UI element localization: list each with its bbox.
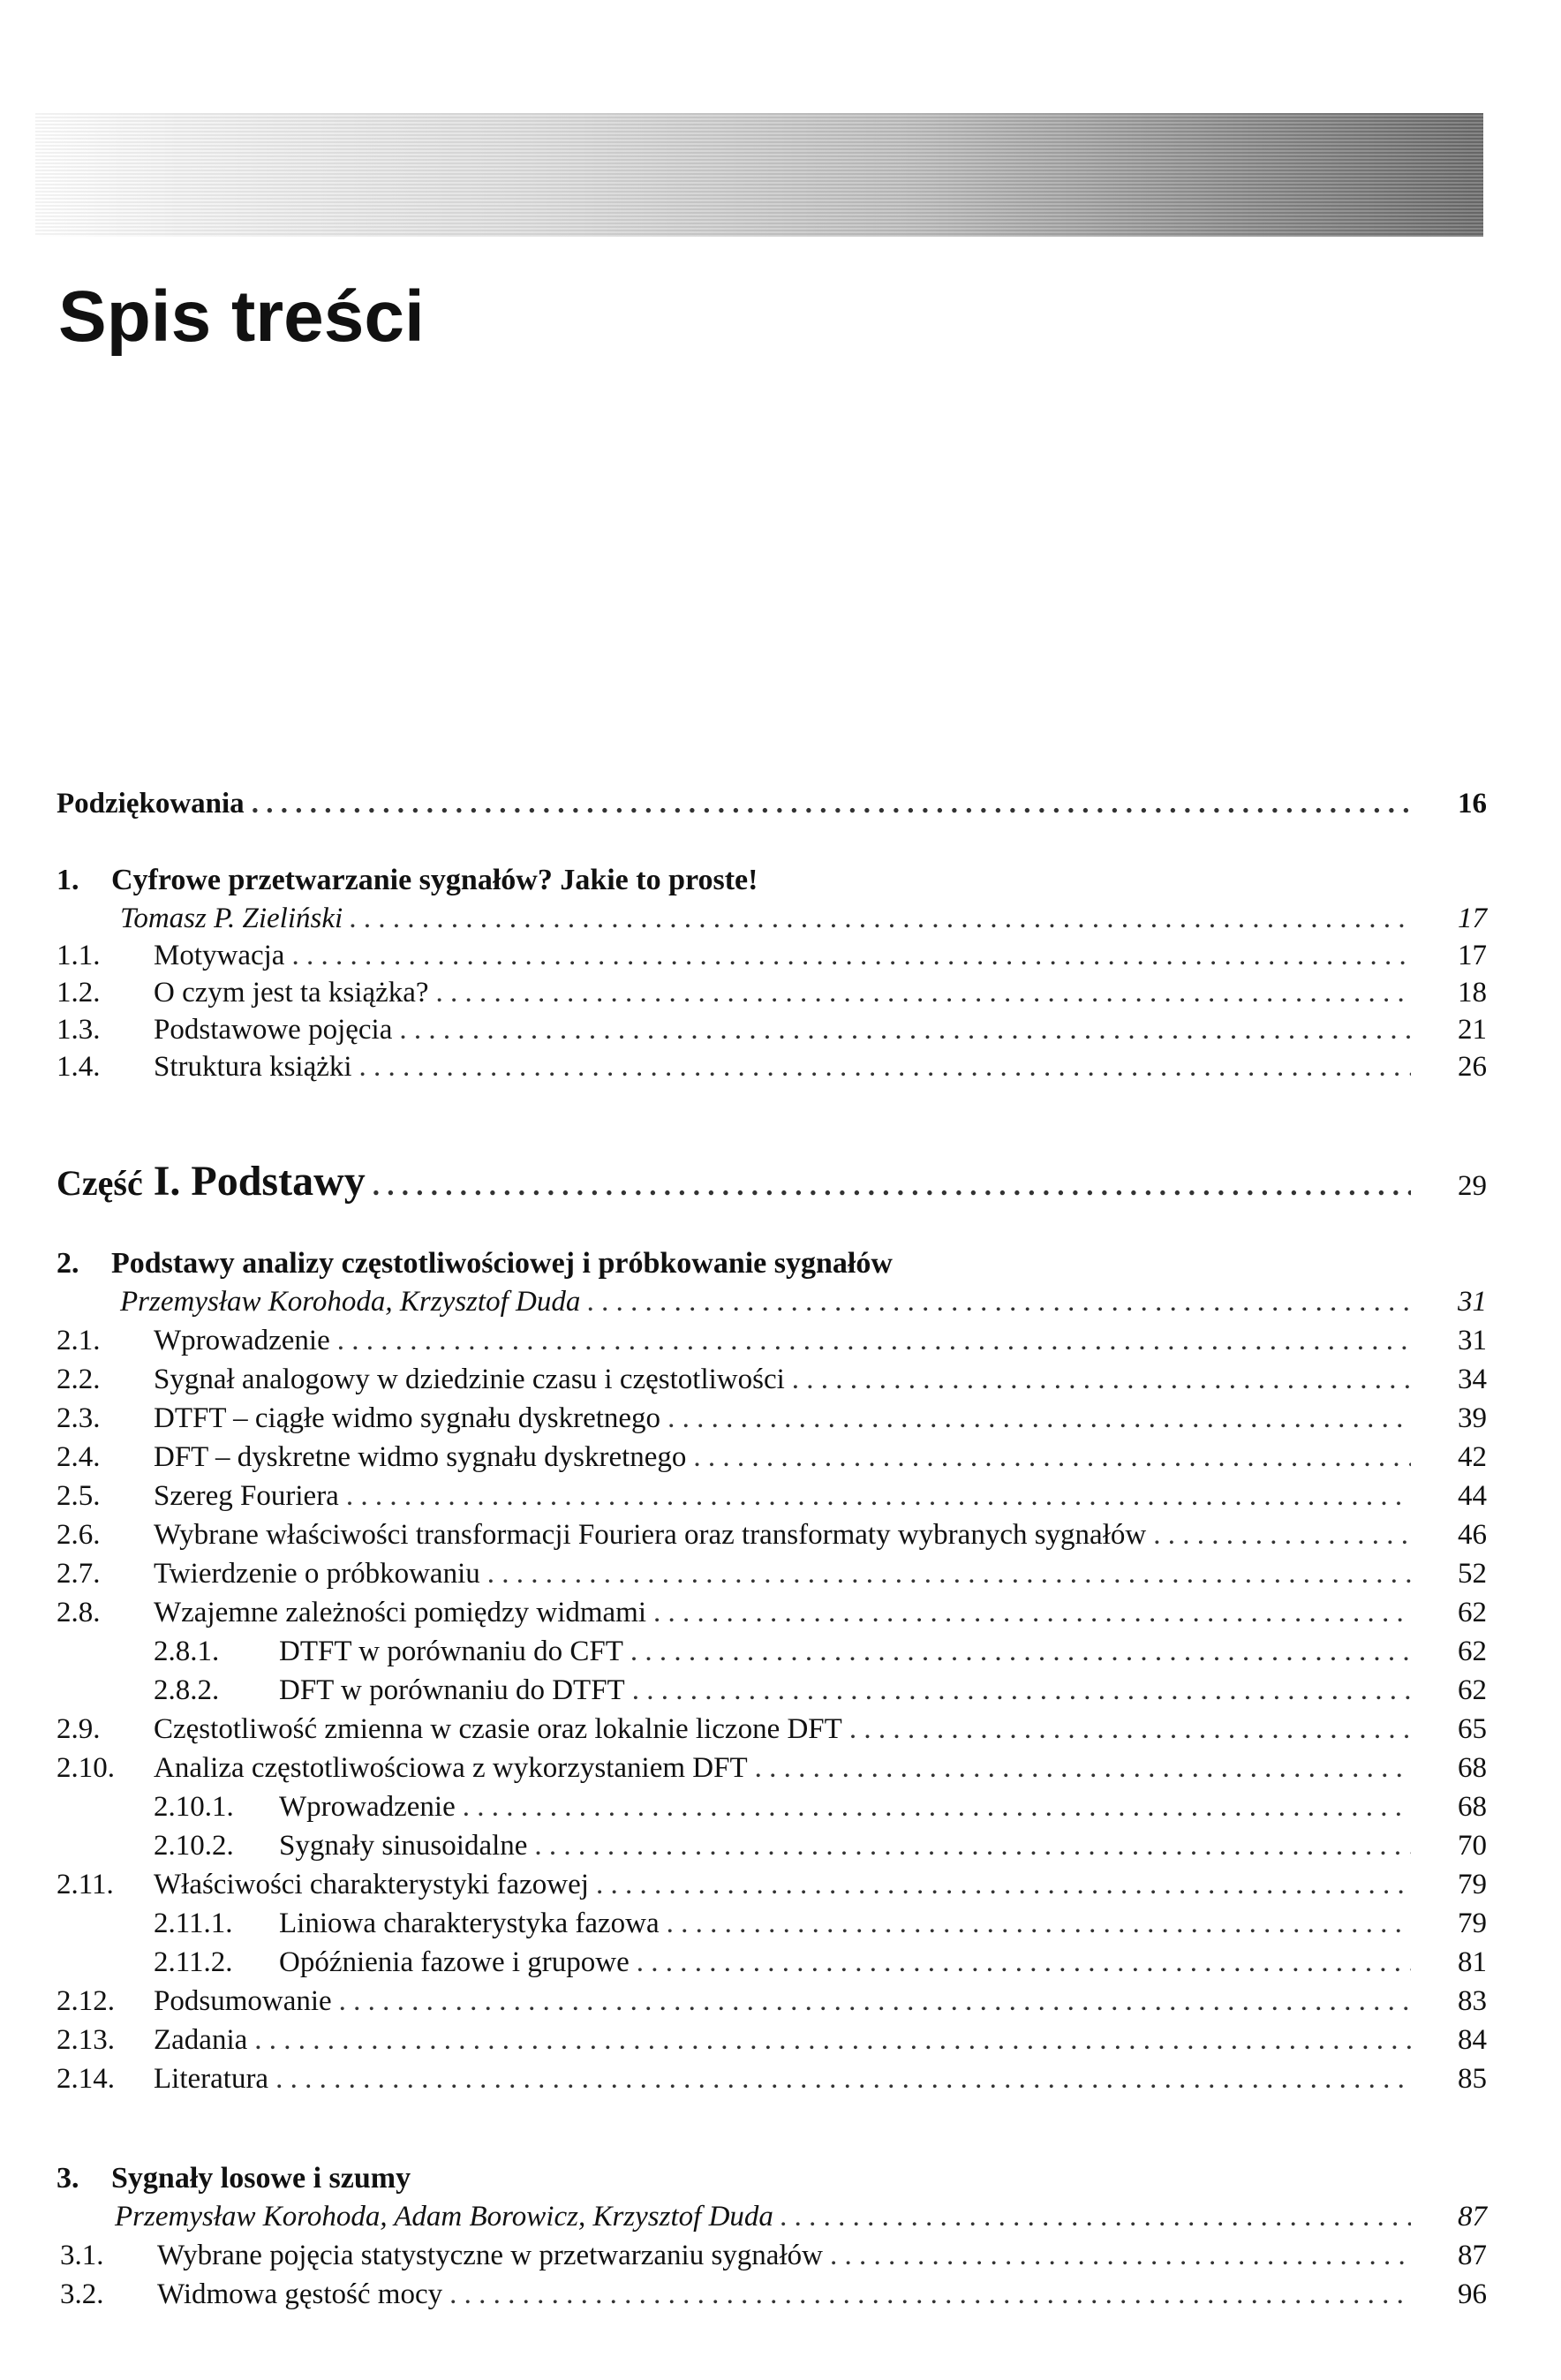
dot-leader — [667, 1908, 1411, 1940]
toc-page-number: 87 — [1458, 2201, 1487, 2233]
dot-leader — [463, 1791, 1411, 1824]
toc-page-number: 21 — [1458, 1014, 1487, 1046]
section-title: Podsumowanie — [154, 1985, 332, 2017]
section-number: 2.1. — [57, 1325, 101, 1356]
toc-entry[interactable] — [57, 1441, 1487, 1474]
toc-page-number: 65 — [1458, 1713, 1487, 1745]
section-title: Podstawowe pojęcia — [154, 1014, 393, 1046]
section-number: 2.7. — [57, 1558, 101, 1590]
toc-page-number: 62 — [1458, 1674, 1487, 1706]
part-prefix: Część — [57, 1163, 143, 1203]
toc-page-number: 39 — [1458, 1402, 1487, 1434]
chapter-3-author[interactable] — [57, 2201, 1487, 2233]
chapter-1-heading[interactable] — [57, 864, 1487, 897]
section-number: 2.4. — [57, 1441, 101, 1473]
toc-entry[interactable] — [57, 1985, 1487, 2018]
toc-page-number: 87 — [1458, 2240, 1487, 2271]
dot-leader — [252, 788, 1411, 820]
dot-leader — [350, 903, 1411, 935]
dot-leader — [339, 1985, 1411, 2018]
section-title: Liniowa charakterystyka fazowa — [279, 1908, 660, 1939]
section-number: 2.13. — [57, 2024, 115, 2056]
section-number: 3.2. — [60, 2278, 104, 2310]
section-title: Wybrane pojęcia statystyczne w przetwarzaniu sygnałów — [157, 2240, 823, 2271]
toc-entry[interactable] — [57, 1869, 1487, 1901]
toc-entry[interactable] — [57, 1325, 1487, 1357]
toc-entry[interactable] — [57, 1713, 1487, 1746]
section-title: Wzajemne zależności pomiędzy widmami — [154, 1597, 647, 1628]
toc-page-number: 18 — [1458, 977, 1487, 1009]
section-number: 2.2. — [57, 1364, 101, 1395]
chapter-author: Przemysław Korohoda, Adam Borowicz, Krzysztof Duda — [115, 2201, 773, 2233]
chapter-number: 3. — [57, 2162, 79, 2195]
dot-leader — [755, 1752, 1411, 1785]
dot-leader — [587, 1286, 1411, 1318]
part-1-heading[interactable] — [57, 1157, 1487, 1205]
toc-page-number: 84 — [1458, 2024, 1487, 2056]
toc-page-number: 81 — [1458, 1946, 1487, 1978]
dot-leader — [359, 1051, 1411, 1084]
dot-leader — [596, 1869, 1411, 1901]
toc-entry[interactable] — [57, 1051, 1487, 1084]
section-number: 1.3. — [57, 1014, 101, 1046]
toc-entry[interactable] — [57, 1364, 1487, 1396]
toc-entry[interactable] — [57, 2240, 1487, 2272]
section-title: Struktura książki — [154, 1051, 352, 1083]
section-number: 3.1. — [60, 2240, 104, 2271]
section-title: Sygnały sinusoidalne — [279, 1830, 528, 1862]
section-title: Twierdzenie o próbkowaniu — [154, 1558, 480, 1590]
toc-entry[interactable] — [57, 1946, 1487, 1979]
section-number: 2.11. — [57, 1869, 114, 1900]
chapter-title: Podstawy analizy częstotliwościowej i próbkowanie sygnałów — [111, 1247, 893, 1280]
chapter-number: 2. — [57, 1247, 79, 1280]
dot-leader — [436, 977, 1411, 1009]
section-number: 2.14. — [57, 2063, 115, 2095]
toc-page-number: 17 — [1458, 903, 1487, 934]
toc-entry[interactable] — [57, 1830, 1487, 1862]
section-title: O czym jest ta książka? — [154, 977, 429, 1009]
dot-leader — [630, 1636, 1411, 1668]
dot-leader — [399, 1014, 1411, 1046]
toc-entry-acknowledgements[interactable] — [57, 788, 1487, 820]
toc-page-number: 34 — [1458, 1364, 1487, 1395]
toc-entry-title: Podziękowania — [57, 788, 245, 820]
dot-leader — [653, 1597, 1411, 1629]
chapter-title: Cyfrowe przetwarzanie sygnałów? Jakie to proste! — [111, 864, 758, 896]
section-number: 2.8.1. — [154, 1636, 220, 1667]
toc-page-number: 29 — [1458, 1170, 1487, 1202]
chapter-3-heading[interactable] — [57, 2162, 1487, 2195]
chapter-number: 1. — [57, 864, 79, 896]
toc-page-number: 70 — [1458, 1830, 1487, 1862]
section-number: 1.4. — [57, 1051, 101, 1083]
part-label: I. Podstawy — [153, 1158, 366, 1205]
dot-leader — [487, 1558, 1411, 1590]
section-title: DTFT – ciągłe widmo sygnału dyskretnego — [154, 1402, 661, 1434]
section-title: Wprowadzenie — [154, 1325, 330, 1356]
toc-page-number: 16 — [1458, 788, 1487, 820]
toc-entry[interactable] — [57, 1636, 1487, 1668]
dot-leader — [792, 1364, 1411, 1396]
toc-entry[interactable] — [57, 1791, 1487, 1824]
chapter-title: Sygnały losowe i szumy — [111, 2162, 411, 2195]
dot-leader — [632, 1674, 1411, 1707]
dot-leader — [373, 1170, 1411, 1203]
toc-page-number: 83 — [1458, 1985, 1487, 2017]
section-title: Analiza częstotliwościowa z wykorzystaniem DFT — [154, 1752, 748, 1784]
dot-leader — [1153, 1519, 1411, 1552]
toc-page-number: 42 — [1458, 1441, 1487, 1473]
toc-entry[interactable] — [57, 1014, 1487, 1046]
section-title: Literatura — [154, 2063, 269, 2095]
header-banner — [35, 113, 1483, 237]
section-title: DFT w porównaniu do DTFT — [279, 1674, 625, 1706]
dot-leader — [693, 1441, 1411, 1474]
section-title: DFT – dyskretne widmo sygnału dyskretnego — [154, 1441, 687, 1473]
dot-leader — [849, 1713, 1411, 1746]
section-number: 2.6. — [57, 1519, 101, 1551]
dot-leader — [275, 2063, 1411, 2096]
section-title: Opóźnienia fazowe i grupowe — [279, 1946, 630, 1978]
toc-page-number: 31 — [1458, 1286, 1487, 1318]
chapter-1-author[interactable] — [57, 903, 1487, 935]
section-number: 2.5. — [57, 1480, 101, 1512]
toc-entry[interactable] — [57, 1558, 1487, 1590]
toc-entry[interactable] — [57, 1908, 1487, 1940]
toc-page-number: 52 — [1458, 1558, 1487, 1590]
toc-entry[interactable] — [57, 1674, 1487, 1707]
dot-leader — [637, 1946, 1411, 1979]
part-title — [57, 1157, 366, 1205]
toc-page-number: 62 — [1458, 1597, 1487, 1628]
section-number: 2.11.1. — [154, 1908, 233, 1939]
section-title: Motywacja — [154, 940, 285, 971]
toc-page-number: 26 — [1458, 1051, 1487, 1083]
section-number: 2.8.2. — [154, 1674, 220, 1706]
chapter-2-heading[interactable] — [57, 1247, 1487, 1281]
toc-page-number: 17 — [1458, 940, 1487, 971]
section-number: 1.1. — [57, 940, 101, 971]
section-number: 2.9. — [57, 1713, 101, 1745]
toc-entry[interactable] — [57, 940, 1487, 972]
section-title: Zadania — [154, 2024, 248, 2056]
page-title: Spis treści — [58, 276, 425, 357]
section-number: 2.10.1. — [154, 1791, 234, 1823]
dot-leader — [667, 1402, 1411, 1435]
section-number: 1.2. — [57, 977, 101, 1009]
dot-leader — [291, 940, 1411, 972]
toc-page-number: 79 — [1458, 1908, 1487, 1939]
toc-page-number: 85 — [1458, 2063, 1487, 2095]
toc-entry[interactable] — [57, 1480, 1487, 1513]
chapter-2-author[interactable] — [57, 1286, 1487, 1318]
section-title: Wybrane właściwości transformacji Fouriera oraz transformaty wybranych sygnałów — [154, 1519, 1147, 1551]
section-title: Sygnał analogowy w dziedzinie czasu i częstotliwości — [154, 1364, 785, 1395]
dot-leader — [346, 1480, 1411, 1513]
dot-leader — [780, 2201, 1411, 2233]
chapter-author: Tomasz P. Zieliński — [120, 903, 343, 934]
toc-page-number: 68 — [1458, 1791, 1487, 1823]
toc-page-number: 96 — [1458, 2278, 1487, 2310]
section-title: Widmowa gęstość mocy — [157, 2278, 443, 2310]
dot-leader — [449, 2278, 1411, 2311]
section-number: 2.11.2. — [154, 1946, 233, 1978]
toc-entry[interactable] — [57, 977, 1487, 1009]
toc-page-number: 44 — [1458, 1480, 1487, 1512]
section-number: 2.10. — [57, 1752, 115, 1784]
toc-entry[interactable] — [57, 1597, 1487, 1629]
section-number: 2.3. — [57, 1402, 101, 1434]
section-number: 2.12. — [57, 1985, 115, 2017]
toc-entry[interactable] — [57, 1752, 1487, 1785]
toc-page-number: 68 — [1458, 1752, 1487, 1784]
toc-entry[interactable] — [57, 2063, 1487, 2096]
toc-page-number: 31 — [1458, 1325, 1487, 1356]
toc-entry[interactable] — [57, 2024, 1487, 2057]
section-title: DTFT w porównaniu do CFT — [279, 1636, 623, 1667]
section-title: Częstotliwość zmienna w czasie oraz lokalnie liczone DFT — [154, 1713, 842, 1745]
toc-page-number: 79 — [1458, 1869, 1487, 1900]
chapter-author: Przemysław Korohoda, Krzysztof Duda — [120, 1286, 581, 1318]
dot-leader — [534, 1830, 1411, 1862]
toc-page-number: 62 — [1458, 1636, 1487, 1667]
section-title: Wprowadzenie — [279, 1791, 456, 1823]
toc-entry[interactable] — [57, 1402, 1487, 1435]
section-title: Szereg Fouriera — [154, 1480, 339, 1512]
toc-page-number: 46 — [1458, 1519, 1487, 1551]
section-number: 2.10.2. — [154, 1830, 234, 1862]
dot-leader — [337, 1325, 1411, 1357]
section-title: Właściwości charakterystyki fazowej — [154, 1869, 589, 1900]
section-number: 2.8. — [57, 1597, 101, 1628]
toc-entry[interactable] — [57, 1519, 1487, 1552]
dot-leader — [254, 2024, 1411, 2057]
dot-leader — [830, 2240, 1411, 2272]
toc-entry[interactable] — [57, 2278, 1487, 2311]
